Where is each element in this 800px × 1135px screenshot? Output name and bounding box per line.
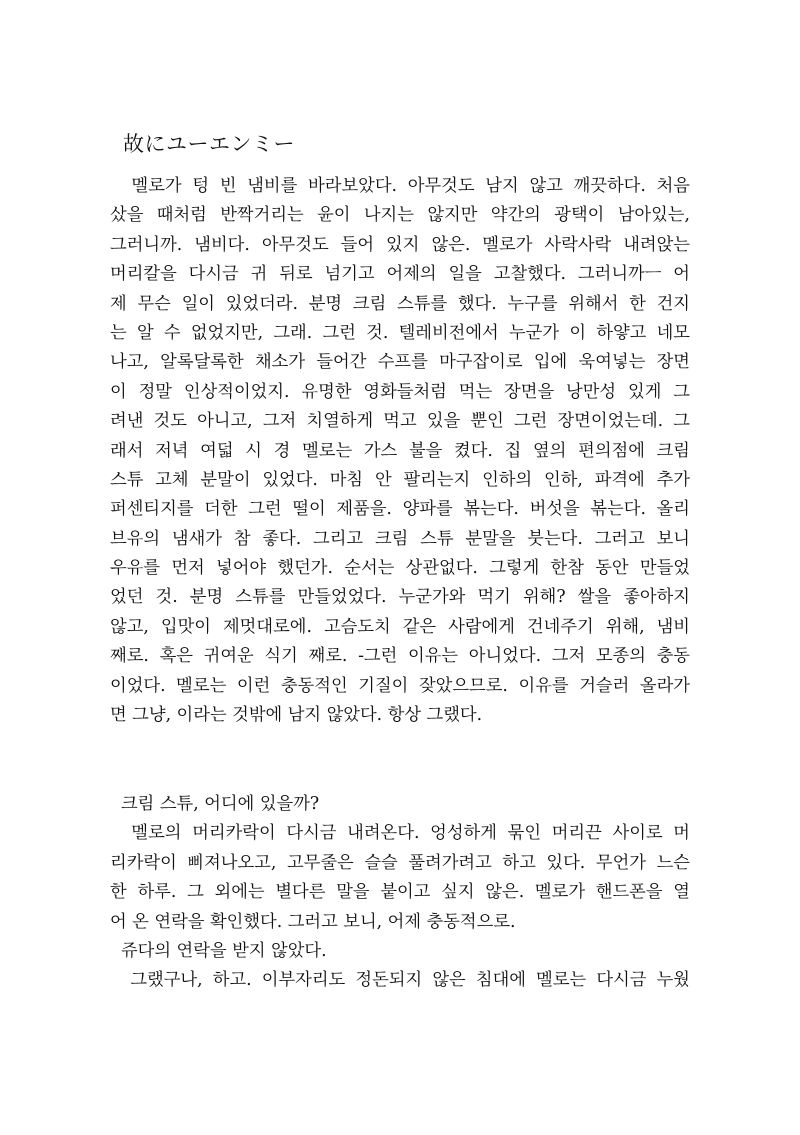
text-line: 그러니까. 냄비다. 아무것도 들어 있지 않은. 멜로가 사락사락 내려앉는 <box>110 234 690 255</box>
paragraph-2 <box>110 790 690 996</box>
text-line: 멜로의 머리카락이 다시금 내려온다. 엉성하게 묶인 머리끈 사이로 머 <box>110 823 690 844</box>
text-line: 브유의 냄새가 참 좋다. 그리고 크림 스튜 분말을 붓는다. 그러고 보니 <box>110 528 690 549</box>
text-line: 머리칼을 다시금 귀 뒤로 넘기고 어제의 일을 고찰했다. 그러니까ㅡ 어 <box>110 264 690 285</box>
text-line: 째로. 혹은 귀여운 식기 째로. -그런 이유는 아니었다. 그저 모종의 충동 <box>110 646 690 667</box>
text-line: 리카락이 삐져나오고, 고무줄은 슬슬 풀려가려고 하고 있다. 무언가 느슨 <box>110 852 690 873</box>
document-title: 故にユーエンミー <box>123 132 295 156</box>
text-line: 는 알 수 없었지만, 그래. 그런 것. 텔레비전에서 누군가 이 하얗고 네모 <box>110 322 690 343</box>
text-line: 않고, 입맛이 제멋대로에. 고슴도치 같은 사람에게 건네주기 위해, 냄비 <box>110 616 690 637</box>
text-line: 스튜 고체 분말이 있었다. 마침 안 팔리는지 인하의 인하, 파격에 추가 <box>110 469 690 490</box>
text-line: 었던 것. 분명 스튜를 만들었었다. 누군가와 먹기 위해? 쌀을 좋아하지 <box>110 587 690 608</box>
text-line: 제 무슨 일이 있었더라. 분명 크림 스튜를 했다. 누구를 위해서 한 건지 <box>110 293 690 314</box>
paragraph-1 <box>110 172 690 730</box>
text-line: 면 그냥, 이라는 것밖에 남지 않았다. 항상 그랬다. <box>110 705 483 726</box>
text-line: 우유를 먼저 넣어야 했던가. 순서는 상관없다. 그렇게 한참 동안 만들었 <box>110 558 690 579</box>
text-line: 멜로가 텅 빈 냄비를 바라보았다. 아무것도 남지 않고 깨끗하다. 처음 <box>110 176 690 196</box>
text-line: 래서 저녁 여덟 시 경 멜로는 가스 불을 켰다. 집 옆의 편의점에 크림 <box>110 440 690 461</box>
text-line: 그랬구나, 하고. 이부자리도 정돈되지 않은 침대에 멜로는 다시금 누웠 <box>110 970 690 991</box>
text-line: 어 온 연락을 확인했다. 그러고 보니, 어제 충동적으로. <box>110 911 516 932</box>
text-line: 이었다. 멜로는 이런 충동적인 기질이 잦았으므로. 이유를 거슬러 올라가 <box>110 675 690 696</box>
text-line: 퍼센티지를 더한 그런 떨이 제품을. 양파를 볶는다. 버섯을 볶는다. 올리 <box>110 499 690 520</box>
text-line: 려낸 것도 아니고, 그저 치열하게 먹고 있을 뿐인 그런 장면이었는데. 그 <box>110 411 690 432</box>
text-line: 샀을 때처럼 반짝거리는 윤이 나지는 않지만 약간의 광택이 남아있는, <box>110 205 690 226</box>
text-line: 나고, 알록달록한 채소가 들어간 수프를 마구잡이로 입에 욱여넣는 장면 <box>110 352 690 373</box>
text-line: 한 하루. 그 외에는 별다른 말을 붙이고 싶지 않은. 멜로가 핸드폰을 열 <box>110 882 690 903</box>
text-line: 크림 스튜, 어디에 있을까? <box>110 794 320 814</box>
text-line: 쥬다의 연락을 받지 않았다. <box>110 940 327 961</box>
text-line: 이 정말 인상적이었지. 유명한 영화들처럼 먹는 장면을 낭만성 있게 그 <box>110 381 690 402</box>
